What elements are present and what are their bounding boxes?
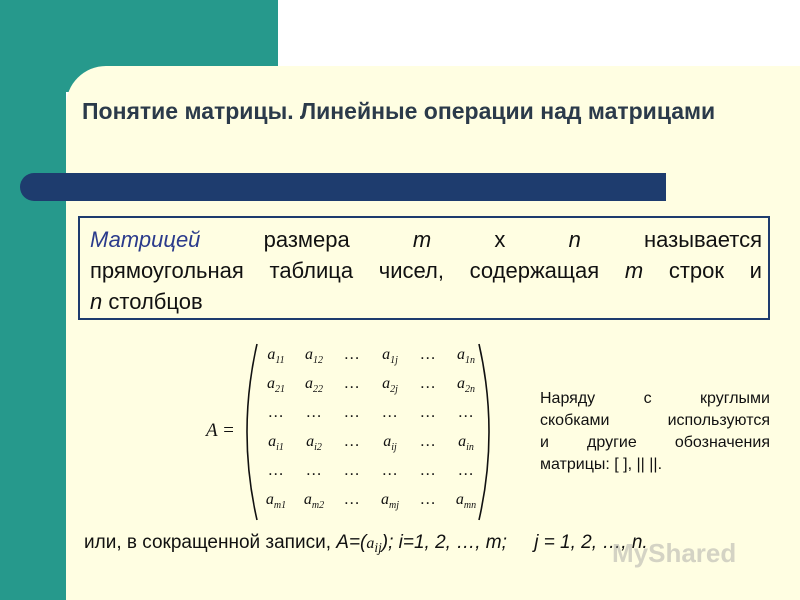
matrix-cell	[445, 462, 487, 480]
definition-box	[78, 216, 770, 320]
definition-term: Матрицей	[90, 227, 201, 252]
matrix-cell-base: a	[306, 433, 315, 450]
matrix-cell-index: 21	[275, 384, 285, 396]
matrix-cell-base: a	[382, 375, 391, 392]
matrix-cell-index: 1j	[390, 355, 398, 367]
matrix-cell	[293, 404, 335, 422]
matrix-cell-base: a	[455, 491, 464, 508]
short-notation-prefix: или, в сокращенной записи,	[84, 532, 337, 553]
matrix-cell-base: a	[303, 491, 312, 508]
slide-title: Понятие матрицы. Линейные операции над матрицами	[82, 98, 716, 124]
matrix-cell-base: a	[265, 491, 274, 508]
matrix-cell	[369, 491, 411, 511]
matrix-cell	[255, 404, 297, 422]
definition-word-size: размера	[263, 227, 350, 252]
short-notation-aij	[366, 535, 382, 556]
matrix-cell	[293, 491, 335, 511]
note-line-1: Наряду с круглыми	[540, 390, 770, 407]
matrix-cell	[445, 491, 487, 511]
watermark: MyShared	[612, 538, 737, 568]
matrix-cell-base: …	[420, 433, 436, 450]
matrix-cell-index: mj	[389, 500, 399, 512]
matrix-cell	[407, 462, 449, 480]
matrix-cell-base: a	[382, 346, 391, 363]
matrix-cell-base: a	[267, 346, 276, 363]
matrix-cell	[331, 375, 373, 393]
short-notation-close: );	[381, 532, 394, 553]
matrix-cell	[445, 404, 487, 422]
matrix-cell-base: …	[306, 462, 322, 479]
matrix-cell-base: a	[267, 375, 275, 392]
aij-sub: ij	[374, 540, 382, 556]
matrix-cell-base: …	[458, 404, 474, 421]
matrix-row	[255, 433, 485, 457]
matrix-cell-base: …	[420, 346, 436, 363]
matrix-cell	[445, 375, 487, 395]
matrix-row	[255, 491, 485, 515]
matrix-cell-index: 11	[275, 355, 285, 367]
matrix-cell	[255, 462, 297, 480]
matrix-cell-index: mn	[463, 500, 477, 512]
matrix-cell-index: in	[466, 442, 474, 454]
matrix-cell	[255, 491, 297, 511]
definition-n: n	[568, 227, 581, 252]
matrix-cell-index: ij	[391, 442, 397, 454]
definition-word-called: называется	[644, 227, 762, 252]
matrix-cell-base: a	[458, 433, 467, 450]
matrix-cell	[407, 375, 449, 393]
matrix-cell	[369, 375, 411, 395]
matrix-cell	[407, 404, 449, 422]
matrix-cell-base: …	[420, 491, 436, 508]
matrix-cell-index: 2j	[390, 384, 398, 396]
matrix-cell	[445, 346, 487, 366]
matrix-cell	[369, 404, 411, 422]
matrix-cell-base: a	[268, 433, 277, 450]
matrix-cell-base: a	[457, 375, 465, 392]
short-notation-a: A=(	[336, 532, 367, 553]
matrix-cell	[331, 491, 373, 509]
matrix-cell	[255, 433, 297, 453]
matrix-row	[255, 375, 485, 399]
matrix-formula	[205, 340, 495, 524]
matrix-row	[255, 404, 485, 428]
matrix-cell-base: a	[457, 346, 465, 363]
note-line-3: и другие обозначения	[540, 434, 770, 451]
matrix-cell-base: a	[305, 375, 313, 392]
matrix-cell	[255, 346, 297, 366]
definition-line-3	[90, 286, 762, 317]
note-line-2: скобками используются	[540, 412, 770, 429]
matrix-cell	[445, 433, 487, 453]
matrix-cell-base: …	[420, 404, 436, 421]
short-notation-j-range: j = 1, 2, …, n.	[534, 532, 648, 553]
matrix-cell-base: …	[420, 462, 436, 479]
matrix-cell-base: …	[382, 462, 398, 479]
aij-base: a	[366, 535, 375, 552]
definition-line-2b: строк и	[668, 258, 762, 283]
matrix-cell	[369, 433, 411, 453]
matrix-cell	[331, 404, 373, 422]
matrix-cell-base: …	[344, 375, 360, 392]
matrix-cell-base: a	[305, 346, 313, 363]
matrix-cell	[293, 346, 335, 366]
matrix-cell-index: i1	[276, 442, 284, 454]
matrix-cell	[407, 491, 449, 509]
definition-m: m	[412, 227, 432, 252]
matrix-cell	[407, 433, 449, 451]
matrix-cell	[407, 346, 449, 364]
matrix-cell-index: i2	[314, 442, 322, 454]
matrix-cell-base: a	[381, 491, 389, 508]
matrix-cell-index: 2n	[465, 384, 475, 396]
matrix-label: A =	[206, 420, 235, 441]
matrix-cell-index: 22	[313, 384, 323, 396]
matrix-cell-base: …	[306, 404, 322, 421]
matrix-cell	[293, 433, 335, 453]
matrix-cell-base: …	[344, 404, 360, 421]
definition-line-1	[90, 224, 762, 255]
matrix-cell	[369, 346, 411, 366]
title-underline-bar	[20, 173, 666, 201]
matrix-cell-index: m1	[273, 500, 287, 512]
short-notation-i-range: i=1, 2, …, m;	[393, 532, 507, 553]
matrix-cell	[293, 375, 335, 395]
matrix-cell-base: a	[383, 433, 392, 450]
matrix-cell-base: …	[344, 433, 360, 450]
definition-x: x	[494, 227, 506, 252]
matrix-cell-base: …	[344, 462, 360, 479]
note-line-4: матрицы: [ ], || ||.	[540, 456, 663, 473]
matrix-cell-base: …	[344, 491, 360, 508]
matrix-cell-base: …	[382, 404, 398, 421]
matrix-cell-base: …	[420, 375, 436, 392]
matrix-cell-base: …	[268, 404, 284, 421]
definition-line-2	[90, 255, 762, 286]
matrix-row	[255, 462, 485, 486]
short-notation	[84, 532, 648, 556]
matrix-cell-base: …	[458, 462, 474, 479]
matrix-cell-index: 1n	[465, 355, 475, 367]
definition-n2: n	[90, 289, 103, 314]
matrix-cell-base: …	[344, 346, 360, 363]
matrix-cell	[255, 375, 297, 395]
matrix-cell-base: …	[268, 462, 284, 479]
definition-line-3-text: столбцов	[108, 289, 203, 314]
matrix-cell	[331, 433, 373, 451]
definition-m2: m	[624, 258, 644, 283]
matrix-cell	[293, 462, 335, 480]
matrix-cell-index: m2	[311, 500, 325, 512]
matrix-row	[255, 346, 485, 370]
matrix-cell	[331, 462, 373, 480]
definition-line-2a: прямоугольная таблица чисел, содержащая	[90, 258, 600, 283]
notation-note	[540, 388, 770, 476]
matrix-cell	[369, 462, 411, 480]
matrix-cell-index: 12	[313, 355, 323, 367]
matrix-cell	[331, 346, 373, 364]
